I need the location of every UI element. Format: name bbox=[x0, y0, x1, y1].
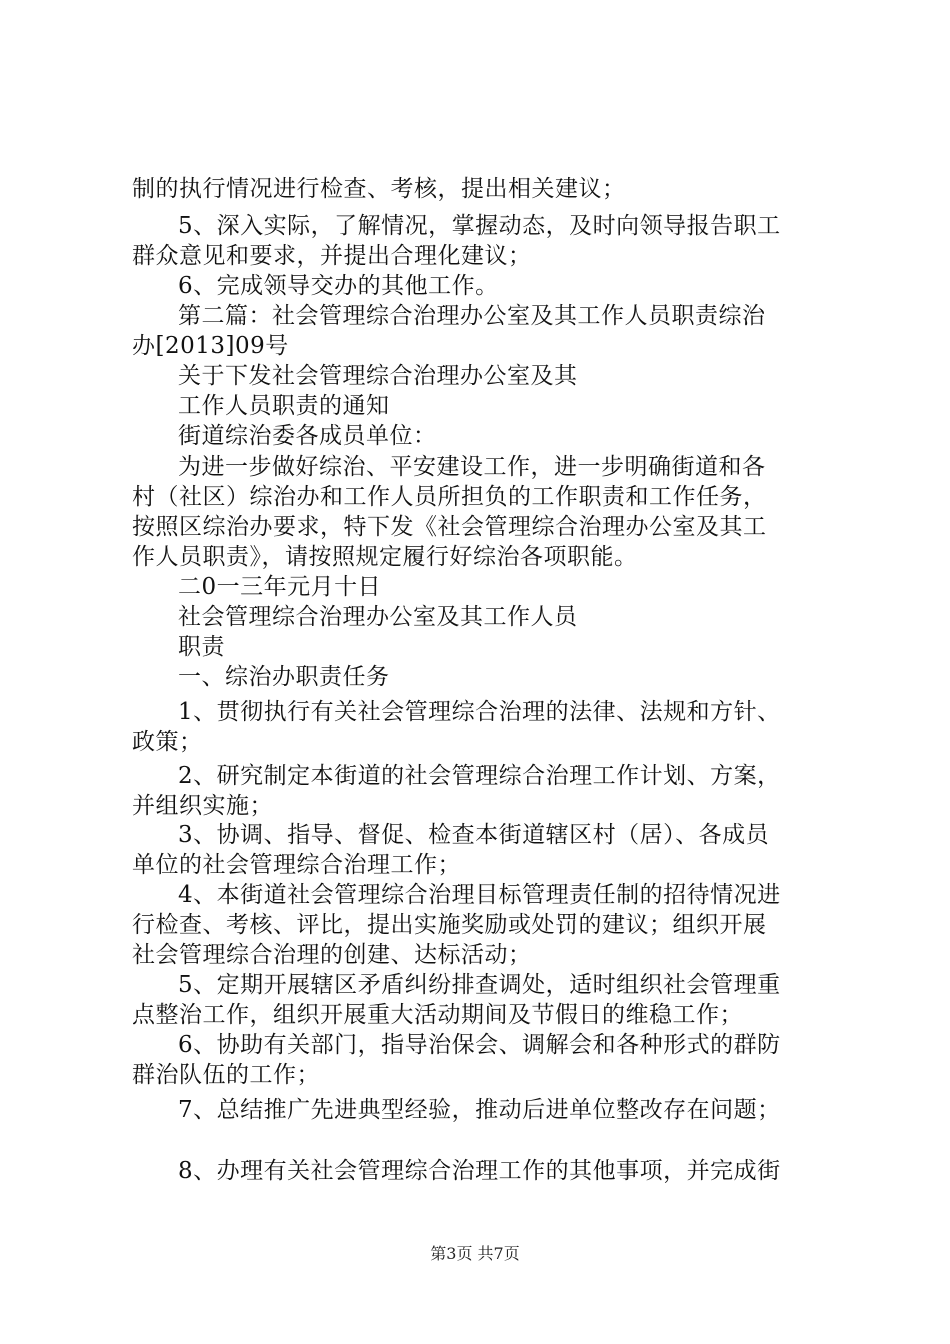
text-line: 群众意见和要求，并提出合理化建议； bbox=[132, 243, 532, 269]
text-line: 并组织实施； bbox=[132, 793, 273, 819]
text-line: 7、总结推广先进典型经验，推动后进单位整改存在问题； bbox=[178, 1097, 781, 1123]
text-line: 村（社区）综治办和工作人员所担负的工作职责和工作任务， bbox=[132, 484, 767, 510]
text-line: 6、协助有关部门，指导治保会、调解会和各种形式的群防 bbox=[178, 1032, 781, 1058]
text-line: 单位的社会管理综合治理工作； bbox=[132, 852, 461, 878]
text-line: 4、本街道社会管理综合治理目标管理责任制的招待情况进 bbox=[178, 882, 781, 908]
notice-title: 关于下发社会管理综合治理办公室及其 bbox=[178, 363, 578, 389]
text-line: 群治队伍的工作； bbox=[132, 1062, 320, 1088]
section-title: 职责 bbox=[178, 634, 225, 660]
section-heading: 第二篇：社会管理综合治理办公室及其工作人员职责综治 bbox=[178, 303, 766, 329]
text-line: 作人员职责》，请按照规定履行好综治各项职能。 bbox=[132, 544, 638, 570]
text-line: 制的执行情况进行检查、考核，提出相关建议； bbox=[132, 176, 626, 202]
text-line: 6、完成领导交办的其他工作。 bbox=[178, 273, 499, 299]
text-line: 5、深入实际，了解情况，掌握动态，及时向领导报告职工 bbox=[178, 213, 781, 239]
text-line: 为进一步做好综治、平安建设工作，进一步明确街道和各 bbox=[178, 454, 766, 480]
text-line: 点整治工作，组织开展重大活动期间及节假日的维稳工作； bbox=[132, 1002, 743, 1028]
text-line: 政策； bbox=[132, 729, 203, 755]
addressee: 街道综治委各成员单位： bbox=[178, 423, 437, 449]
document-date: 二0一三年元月十日 bbox=[178, 574, 382, 600]
text-line: 社会管理综合治理的创建、达标活动； bbox=[132, 942, 532, 968]
text-line: 2、研究制定本街道的社会管理综合治理工作计划、方案， bbox=[178, 763, 781, 789]
section-title: 社会管理综合治理办公室及其工作人员 bbox=[178, 604, 578, 630]
text-line: 5、定期开展辖区矛盾纠纷排查调处，适时组织社会管理重 bbox=[178, 972, 781, 998]
text-line: 3、协调、指导、督促、检查本街道辖区村（居）、各成员 bbox=[178, 822, 770, 848]
text-line: 按照区综治办要求，特下发《社会管理综合治理办公室及其工 bbox=[132, 514, 767, 540]
notice-title: 工作人员职责的通知 bbox=[178, 393, 390, 419]
page-number-footer: 第3页 共7页 bbox=[430, 1244, 520, 1263]
text-line: 1、贯彻执行有关社会管理综合治理的法律、法规和方针、 bbox=[178, 699, 781, 725]
subsection-heading: 一、综治办职责任务 bbox=[178, 664, 390, 690]
document-number: 办[2013]09号 bbox=[132, 333, 289, 359]
text-line: 行检查、考核、评比，提出实施奖励或处罚的建议；组织开展 bbox=[132, 912, 767, 938]
text-line: 8、办理有关社会管理综合治理工作的其他事项，并完成街 bbox=[178, 1158, 781, 1184]
